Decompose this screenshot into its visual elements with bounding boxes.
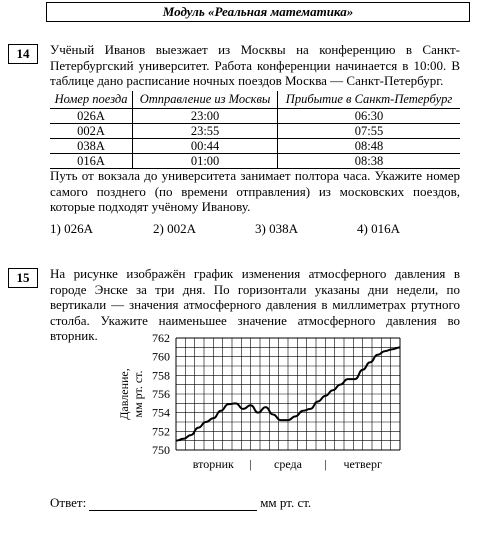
table-cell: 026А [50, 109, 133, 124]
question-14-number: 14 [8, 44, 38, 64]
question-15-text: На рисунке изображён график изменения атмосферного давления в городе Энске за три дня. По горизонтали указаны дни недели, по вертикали — значения атмосферного давления в миллиметрах ртутного столба. Укажите наименьшее значение атмосферного давления во вторник. [50, 266, 460, 343]
question-14-text: Учёный Иванов выезжает из Москвы на конференцию в Санкт-Петербургский университет. Работа конференции начинается в 10:00. В таблице дано расписание ночных поездов Москва — Санкт-Петербург. [50, 42, 460, 88]
table-cell: 07:55 [278, 124, 461, 139]
module-header: Модуль «Реальная математика» [46, 2, 470, 22]
table-header: Номер поезда [50, 91, 133, 109]
option-4[interactable]: 4) 016А [357, 221, 400, 236]
table-cell: 002А [50, 124, 133, 139]
y-tick-label: 754 [152, 405, 170, 420]
table-cell: 038А [50, 139, 133, 154]
table-cell: 08:48 [278, 139, 461, 154]
option-1[interactable]: 1) 026А [50, 221, 93, 236]
x-tick-label: среда [274, 457, 302, 471]
day-separator: | [324, 457, 327, 471]
y-axis-label: Давление,мм рт. ст. [117, 368, 145, 420]
answer-label: Ответ: [50, 495, 87, 510]
table-cell: 00:44 [133, 139, 278, 154]
table-cell: 016А [50, 154, 133, 169]
question-14-prompt: Путь от вокзала до университета занимает полтора часа. Укажите номер самого позднего (по времени отправления) из московских поездов, которые подходят учёному Иванову. [50, 168, 460, 214]
y-tick-label: 762 [152, 331, 170, 345]
x-tick-label: вторник [192, 457, 234, 471]
table-cell: 01:00 [133, 154, 278, 169]
question-15-number: 15 [8, 268, 38, 288]
y-tick-label: 758 [152, 368, 170, 383]
table-header: Отправление из Москвы [133, 91, 278, 109]
answer-unit: мм рт. ст. [260, 495, 312, 510]
table-cell: 23:55 [133, 124, 278, 139]
x-tick-label: четверг [343, 457, 382, 471]
table-cell: 06:30 [278, 109, 461, 124]
table-cell: 23:00 [133, 109, 278, 124]
y-tick-label: 760 [152, 349, 170, 364]
day-separator: | [249, 457, 252, 471]
answer-row [50, 495, 311, 511]
y-tick-label: 756 [152, 387, 170, 401]
y-tick-label: 750 [152, 443, 170, 457]
option-3[interactable]: 3) 038А [255, 221, 298, 236]
table-header: Прибытие в Санкт-Петербург [278, 91, 461, 109]
option-2[interactable]: 2) 002А [153, 221, 196, 236]
answer-input[interactable] [89, 497, 257, 511]
table-cell: 08:38 [278, 154, 461, 169]
y-tick-label: 752 [152, 424, 170, 439]
